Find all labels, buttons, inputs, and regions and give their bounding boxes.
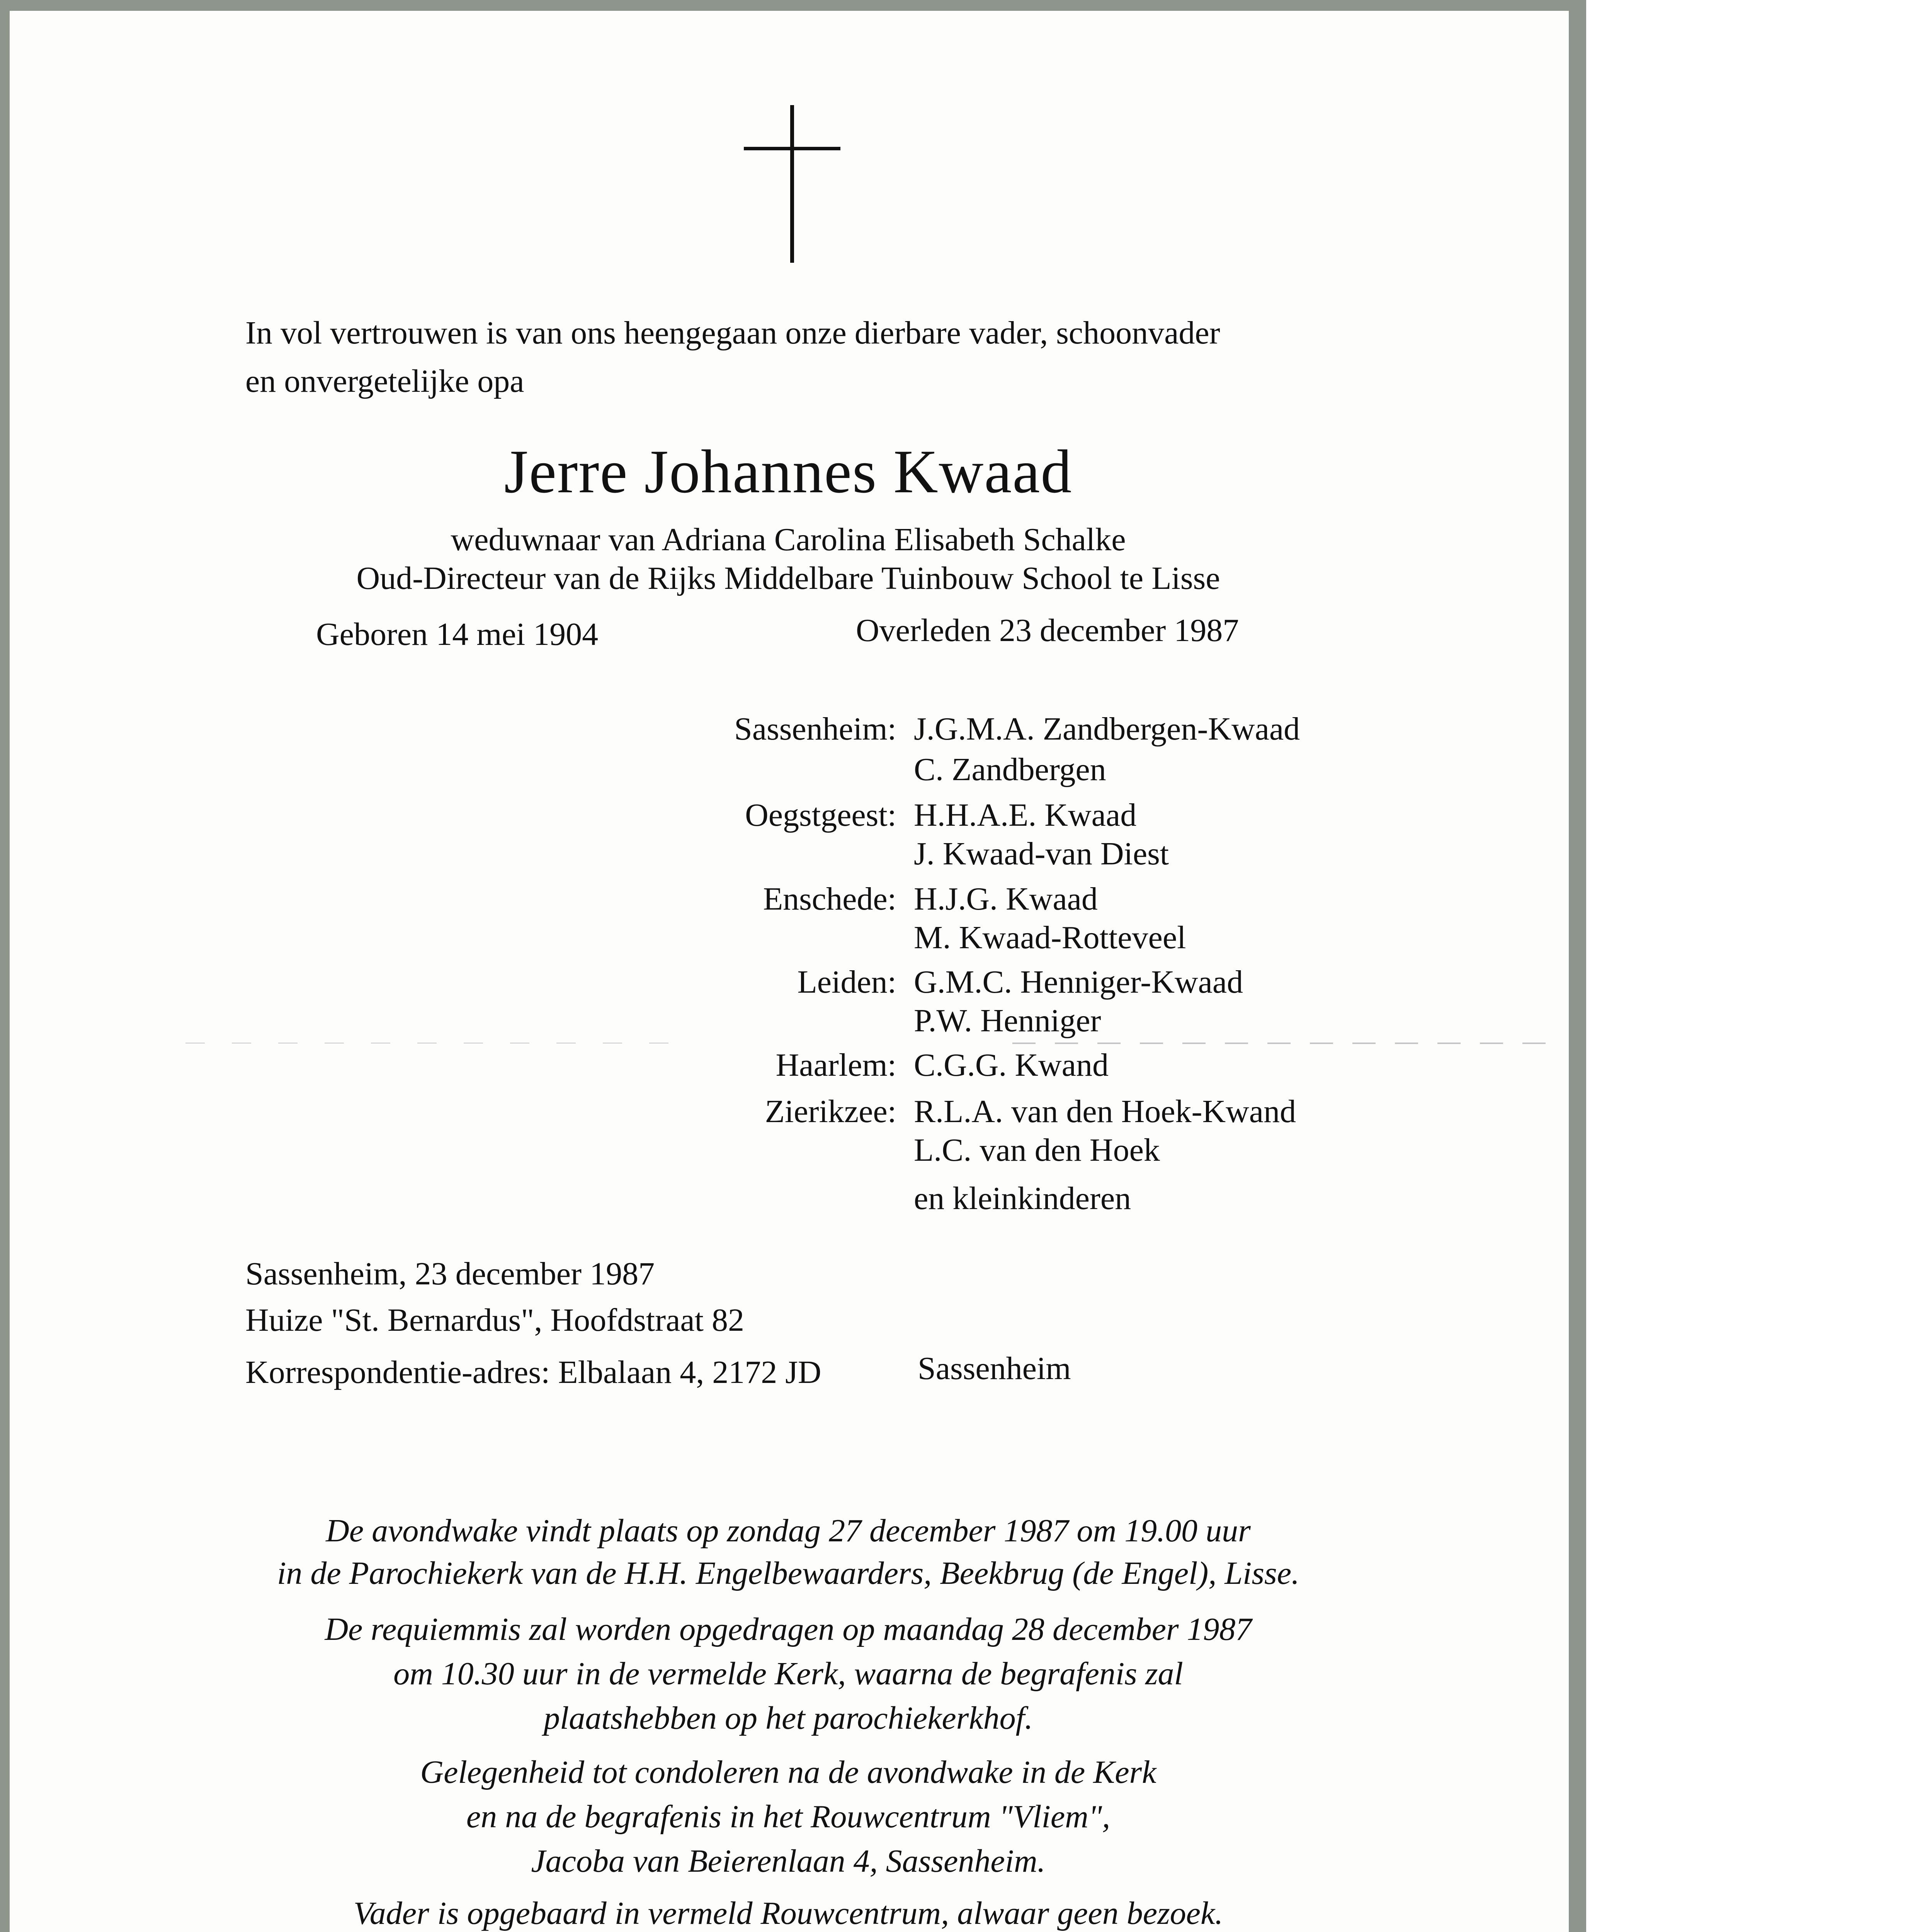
notice-line: De requiemmis zal worden opgedragen op maandag 28 december 1987 — [325, 1611, 1252, 1647]
notice-line: Gelegenheid tot condoleren na de avondwake in de Kerk — [420, 1754, 1156, 1790]
notice-line: Jacoba van Beierenlaan 4, Sassenheim. — [531, 1843, 1046, 1879]
family-name: P.W. Henniger — [914, 1003, 1101, 1039]
family-place: Sassenheim: — [734, 711, 896, 747]
place-date: Sassenheim, 23 december 1987 — [245, 1256, 655, 1292]
notice-line: in de Parochiekerk van de H.H. Engelbewaarders, Beekbrug (de Engel), Lisse. — [277, 1555, 1300, 1591]
notice-line: en na de begrafenis in het Rouwcentrum "Vliem", — [466, 1799, 1111, 1835]
correspondence-city: Sassenheim — [918, 1350, 1071, 1386]
family-name: L.C. van den Hoek — [914, 1132, 1160, 1168]
notice-line: om 10.30 uur in de vermelde Kerk, waarna de begrafenis zal — [393, 1656, 1183, 1692]
widower-line: weduwnaar van Adriana Carolina Elisabeth Schalke — [451, 522, 1126, 558]
family-name: H.J.G. Kwaad — [914, 881, 1098, 917]
intro-line-2: en onvergetelijke opa — [245, 363, 524, 399]
family-place: Zierikzee: — [765, 1094, 896, 1129]
family-place: Haarlem: — [776, 1047, 896, 1083]
notice-line: Vader is opgebaard in vermeld Rouwcentrum, alwaar geen bezoek. — [353, 1895, 1223, 1931]
fold-crease-left — [185, 1043, 688, 1044]
cross-vertical-bar — [790, 105, 794, 263]
intro-line-1: In vol vertrouwen is van ons heengegaan onze dierbare vader, schoonvader — [245, 315, 1220, 351]
family-name: C.G.G. Kwand — [914, 1047, 1109, 1083]
family-name: R.L.A. van den Hoek-Kwand — [914, 1094, 1296, 1129]
family-name: G.M.C. Henniger-Kwaad — [914, 964, 1243, 1000]
notice-line: plaatshebben op het parochiekerkhof. — [544, 1700, 1033, 1736]
family-name: J. Kwaad-van Diest — [914, 836, 1169, 872]
grandchildren-line: en kleinkinderen — [914, 1180, 1131, 1216]
family-place: Enschede: — [763, 881, 896, 917]
occupation-line: Oud-Directeur van de Rijks Middelbare Tuinbouw School te Lisse — [356, 560, 1220, 596]
family-place: Oegstgeest: — [745, 797, 896, 833]
correspondence-address: Korrespondentie-adres: Elbalaan 4, 2172 JD — [245, 1354, 821, 1390]
family-name: C. Zandbergen — [914, 752, 1106, 787]
birth-date: Geboren 14 mei 1904 — [316, 616, 599, 652]
cross-horizontal-bar — [744, 147, 840, 150]
deceased-name: Jerre Johannes Kwaad — [504, 437, 1073, 506]
family-name: M. Kwaad-Rotteveel — [914, 920, 1186, 956]
family-name: J.G.M.A. Zandbergen-Kwaad — [914, 711, 1300, 747]
family-place: Leiden: — [797, 964, 896, 1000]
house-address: Huize "St. Bernardus", Hoofdstraat 82 — [245, 1302, 744, 1338]
fold-crease-right — [1012, 1043, 1559, 1044]
family-name: H.H.A.E. Kwaad — [914, 797, 1137, 833]
notice-line: De avondwake vindt plaats op zondag 27 december 1987 om 19.00 uur — [326, 1513, 1251, 1549]
death-date: Overleden 23 december 1987 — [856, 612, 1239, 648]
